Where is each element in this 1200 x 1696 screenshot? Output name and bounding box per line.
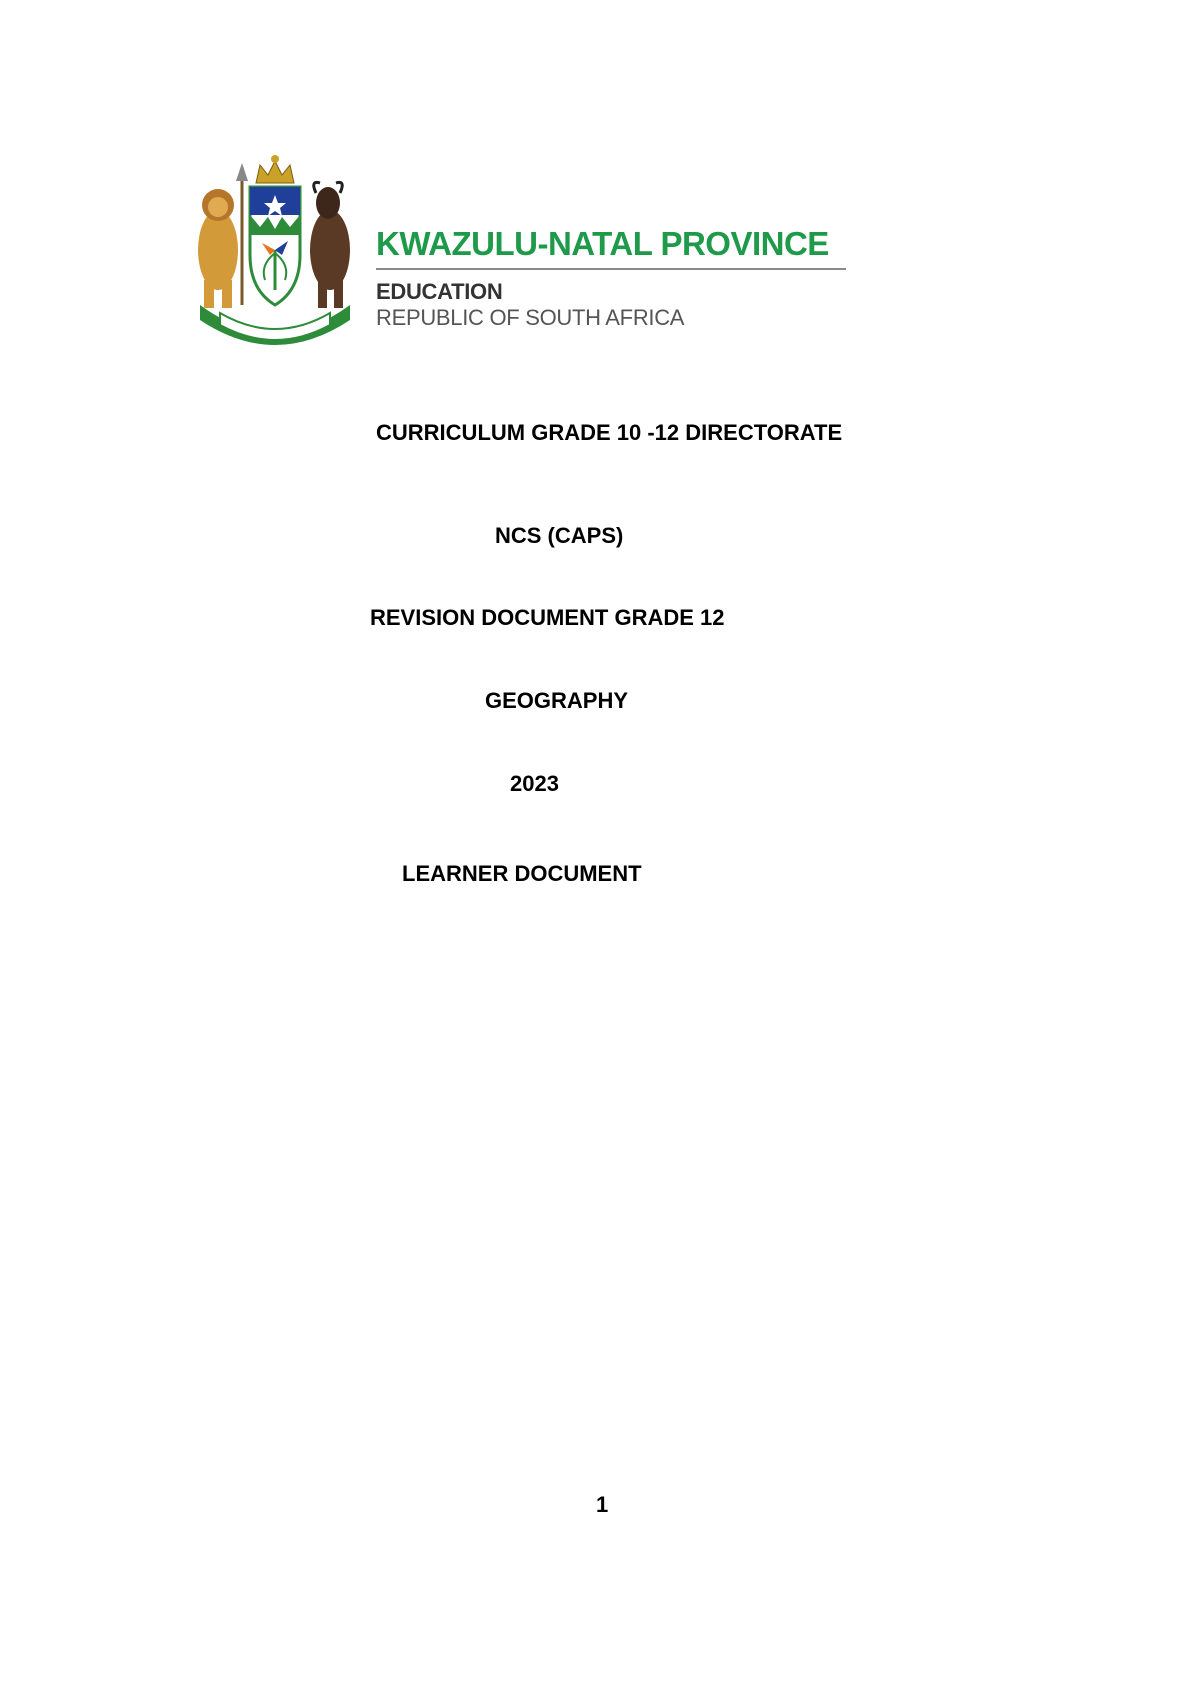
subject-title: GEOGRAPHY bbox=[485, 688, 629, 713]
brand-block bbox=[376, 227, 866, 330]
curriculum-title: NCS (CAPS) bbox=[495, 523, 624, 548]
document-type-title: REVISION DOCUMENT GRADE 12 bbox=[370, 605, 725, 630]
directorate-title: CURRICULUM GRADE 10 -12 DIRECTORATE bbox=[376, 420, 843, 445]
page-number: 1 bbox=[596, 1492, 609, 1517]
kwazulu-natal-coat-of-arms-icon bbox=[190, 155, 360, 355]
department-name: EDUCATION bbox=[376, 279, 503, 304]
audience-title: LEARNER DOCUMENT bbox=[402, 861, 642, 886]
brand-divider bbox=[376, 268, 846, 270]
province-name: KWAZULU-NATAL PROVINCE bbox=[376, 225, 829, 262]
year-title: 2023 bbox=[510, 771, 559, 796]
country-name: REPUBLIC OF SOUTH AFRICA bbox=[376, 305, 685, 331]
letterhead bbox=[190, 155, 870, 355]
